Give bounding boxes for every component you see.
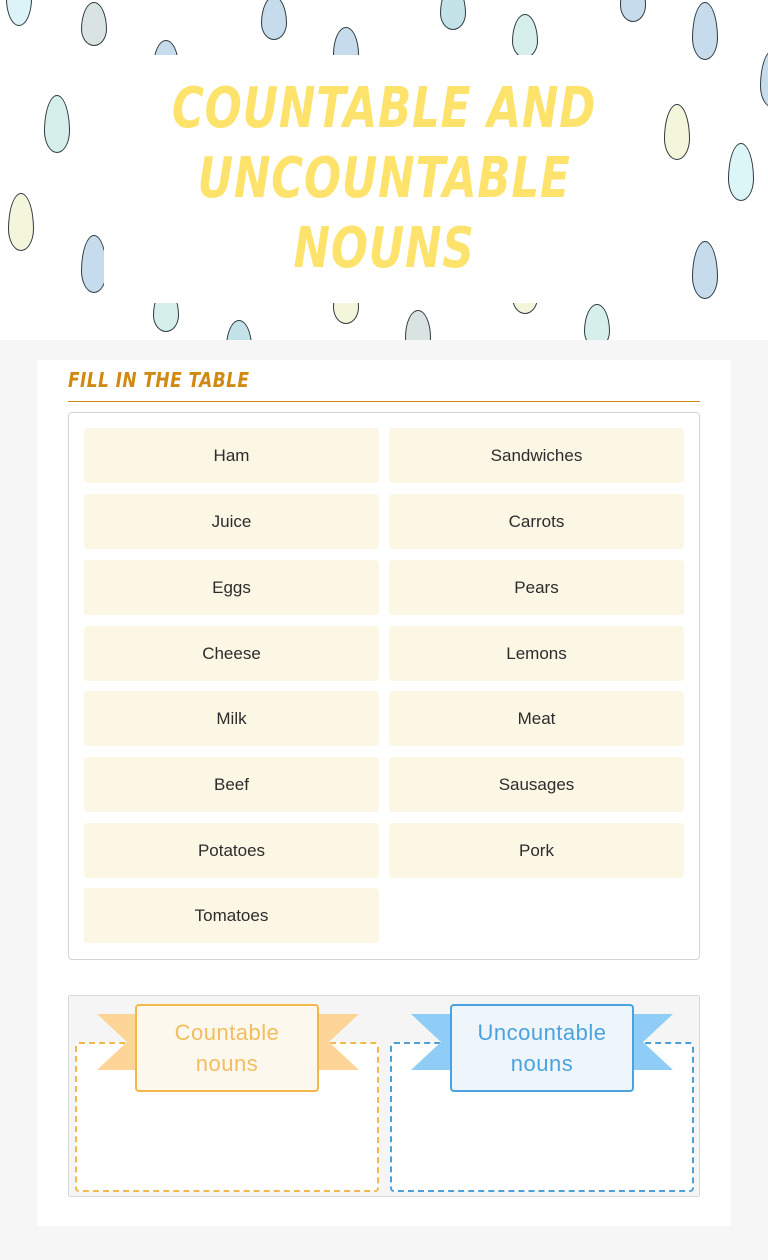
word-label: Beef (214, 774, 249, 794)
word-label: Pork (519, 840, 554, 860)
raindrop-icon (6, 0, 32, 26)
countable-label (135, 1004, 319, 1092)
raindrop-icon (728, 143, 754, 201)
word-label: Sandwiches (490, 445, 583, 465)
title-line: UNCOUNTABLE (197, 146, 571, 211)
header-banner (0, 0, 768, 340)
word-label: Cheese (202, 643, 261, 663)
word-label: Milk (216, 708, 247, 728)
raindrop-icon (692, 2, 718, 60)
countable-label-line1: Countable (174, 1020, 280, 1045)
raindrop-icon (584, 304, 610, 340)
word-label: Tomatoes (194, 905, 269, 925)
word-bank (68, 412, 700, 960)
worksheet-card (37, 360, 731, 1226)
raindrop-icon (81, 2, 107, 46)
word-tile[interactable] (389, 823, 684, 878)
uncountable-label-line1: Uncountable (477, 1020, 607, 1045)
raindrop-icon (405, 310, 431, 340)
word-tile[interactable] (389, 691, 684, 746)
word-tile[interactable] (84, 823, 379, 878)
uncountable-label-line2: nouns (510, 1051, 574, 1076)
raindrop-icon (226, 320, 252, 340)
raindrop-icon (44, 95, 70, 153)
word-tile[interactable] (389, 626, 684, 681)
word-tile[interactable] (84, 626, 379, 681)
word-label: Eggs (212, 577, 251, 597)
word-label: Sausages (498, 774, 575, 794)
word-tile[interactable] (84, 494, 379, 549)
word-label: Ham (213, 445, 250, 465)
word-label: Meat (517, 708, 556, 728)
word-tile[interactable] (389, 560, 684, 615)
raindrop-icon (620, 0, 646, 22)
page-title (104, 55, 664, 303)
section-divider (68, 401, 700, 402)
raindrop-icon (664, 104, 690, 160)
word-label: Juice (211, 511, 252, 531)
raindrop-icon (440, 0, 466, 30)
raindrop-icon (512, 14, 538, 58)
word-label: Lemons (506, 643, 567, 663)
uncountable-label (450, 1004, 634, 1092)
raindrop-icon (760, 50, 768, 108)
title-line: NOUNS (293, 216, 475, 281)
word-label: Carrots (508, 511, 565, 531)
sorting-area (68, 995, 700, 1197)
word-label: Pears (514, 577, 559, 597)
raindrop-icon (8, 193, 34, 251)
title-line: COUNTABLE AND (171, 76, 597, 141)
word-tile[interactable] (389, 494, 684, 549)
word-tile[interactable] (389, 757, 684, 812)
word-tile[interactable] (84, 428, 379, 483)
raindrop-icon (692, 241, 718, 299)
word-tile[interactable] (84, 560, 379, 615)
word-tile[interactable] (84, 691, 379, 746)
word-label: Potatoes (197, 840, 266, 860)
word-tile[interactable] (84, 757, 379, 812)
section-title: FILL IN THE TABLE (68, 368, 250, 392)
countable-label-line2: nouns (195, 1051, 259, 1076)
word-tile[interactable] (84, 888, 379, 943)
word-tile[interactable] (389, 428, 684, 483)
raindrop-icon (261, 0, 287, 40)
